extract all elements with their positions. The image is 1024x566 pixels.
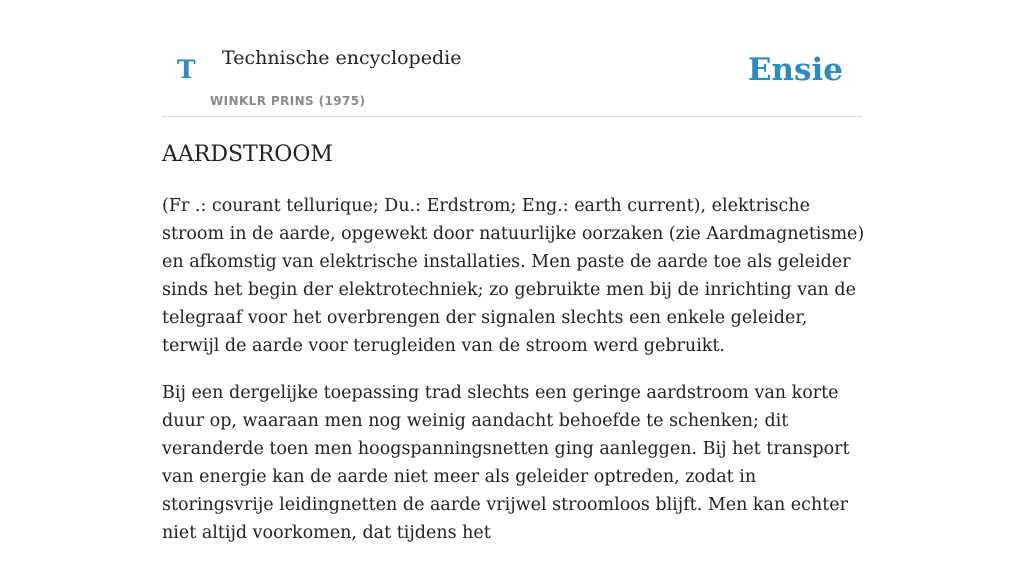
article-paragraph: Bij een dergelijke toepassing trad slechts een geringe aardstroom van korte duur op, waaraan men nog weinig aandacht behoefde te schenken; dit veranderde toen men hoogspanningsnetten ging aanleggen. Bij het transport van energie kan de aarde niet meer als geleider optreden, zodat in storingsvrije leidingnetten de aarde vrijwel stroomloos blijft. Men kan echter niet altijd voorkomen, dat tijdens het <box>162 383 850 543</box>
article-body <box>162 192 867 566</box>
publication-subtitle: WINKLR PRINS (1975) <box>210 94 366 108</box>
publication-header <box>162 0 862 117</box>
publication-title[interactable]: Technische encyclopedie <box>222 47 462 69</box>
publication-logo-letter[interactable]: T <box>177 55 196 84</box>
brand-logo[interactable]: Ensie <box>747 52 843 88</box>
article-paragraph: (Fr .: courant tellurique; Du.: Erdstrom; Eng.: earth current), elektrische stroom in de aarde, opgewekt door natuurlijke oorzaken (zie Aardmagnetisme) en afkomstig van elektrische installaties. Men paste de aarde toe als geleider sinds het begin der elektrotechniek; zo gebruikte men bij de inrichting van de telegraaf voor het overbrengen der signalen slechts een enkele geleider, terwijl de aarde voor terugleiden van de stroom werd gebruikt. <box>162 196 865 356</box>
article-title: AARDSTROOM <box>162 142 333 167</box>
